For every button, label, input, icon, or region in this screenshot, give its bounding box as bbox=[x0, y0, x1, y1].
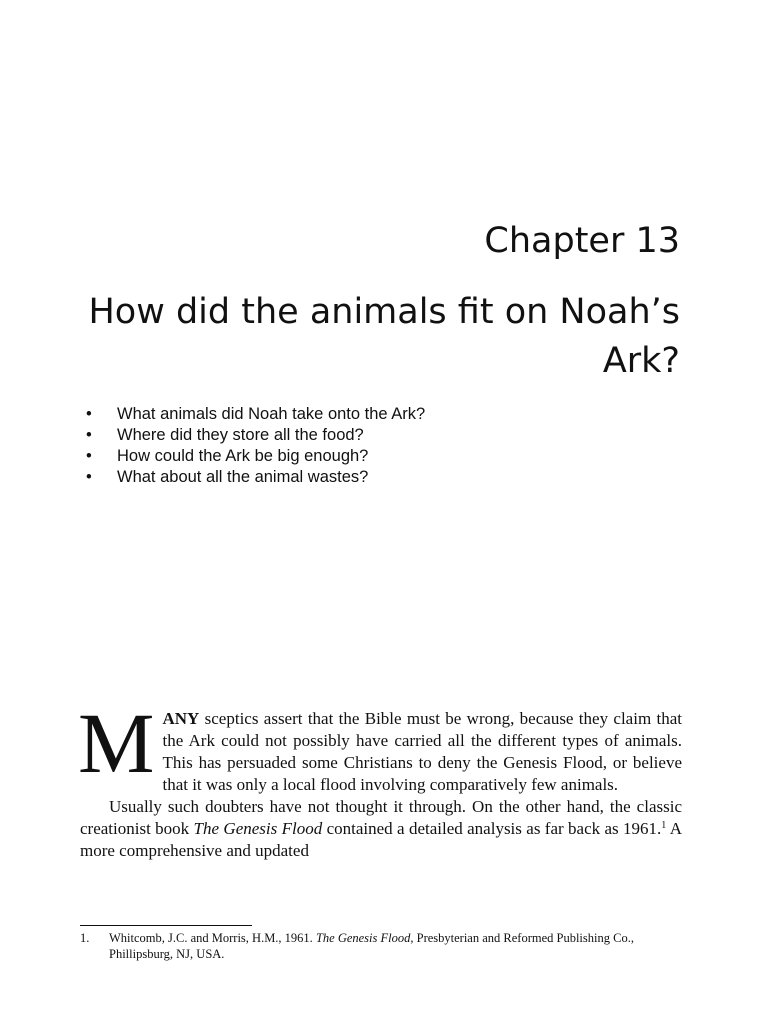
bullet-icon: • bbox=[86, 426, 92, 444]
body-text bbox=[78, 695, 682, 862]
bullet-icon: • bbox=[86, 468, 92, 486]
opening-word: ANY bbox=[162, 709, 200, 728]
footnote bbox=[80, 930, 682, 962]
chapter-number: Chapter 13 bbox=[484, 221, 680, 261]
paragraph-2-start: Usually such doubters have not thought it through. On the other hand, the classic creationist book bbox=[80, 797, 682, 838]
footnote-text-end: , Presbyterian and Reformed Publishing Co., Phillipsburg, NJ, USA. bbox=[109, 931, 634, 961]
question-text: How could the Ark be big enough? bbox=[117, 447, 369, 465]
footnote-number: 1. bbox=[80, 931, 90, 945]
question-list bbox=[80, 404, 700, 488]
chapter-title: How did the animals fit on Noah’s Ark? bbox=[88, 292, 680, 381]
bullet-icon: • bbox=[86, 405, 92, 423]
bullet-icon: • bbox=[86, 447, 92, 465]
question-text: Where did they store all the food? bbox=[117, 426, 364, 444]
question-text: What animals did Noah take onto the Ark? bbox=[117, 405, 426, 423]
list-item bbox=[80, 467, 700, 488]
question-text: What about all the animal wastes? bbox=[117, 468, 369, 486]
list-item bbox=[80, 446, 700, 467]
paragraph-2 bbox=[80, 796, 682, 862]
drop-cap: M bbox=[78, 695, 155, 791]
paragraph-1 bbox=[78, 695, 682, 796]
paragraph-2-mid: contained a detailed analysis as far back as 1961. bbox=[322, 819, 662, 838]
footnote-book-title: The Genesis Flood bbox=[315, 931, 411, 945]
footnote-ref[interactable]: 1 bbox=[661, 820, 667, 831]
paragraph-2-end: A more comprehensive and updated bbox=[80, 819, 682, 860]
footnote-text bbox=[80, 930, 682, 962]
paragraph-1-text: sceptics assert that the Bible must be wrong, because they claim that the Ark could not possibly have carried all the different types of animals. This has persuaded some Christians to deny the Genesis Flood, or believe that it was only a local flood involving comparatively few animals. bbox=[162, 709, 682, 794]
list-item bbox=[80, 404, 700, 425]
footnote-text-start: Whitcomb, J.C. and Morris, H.M., 1961. bbox=[109, 931, 316, 945]
footnote-divider bbox=[80, 925, 252, 926]
book-title: The Genesis Flood bbox=[193, 819, 323, 838]
list-item bbox=[80, 425, 700, 446]
